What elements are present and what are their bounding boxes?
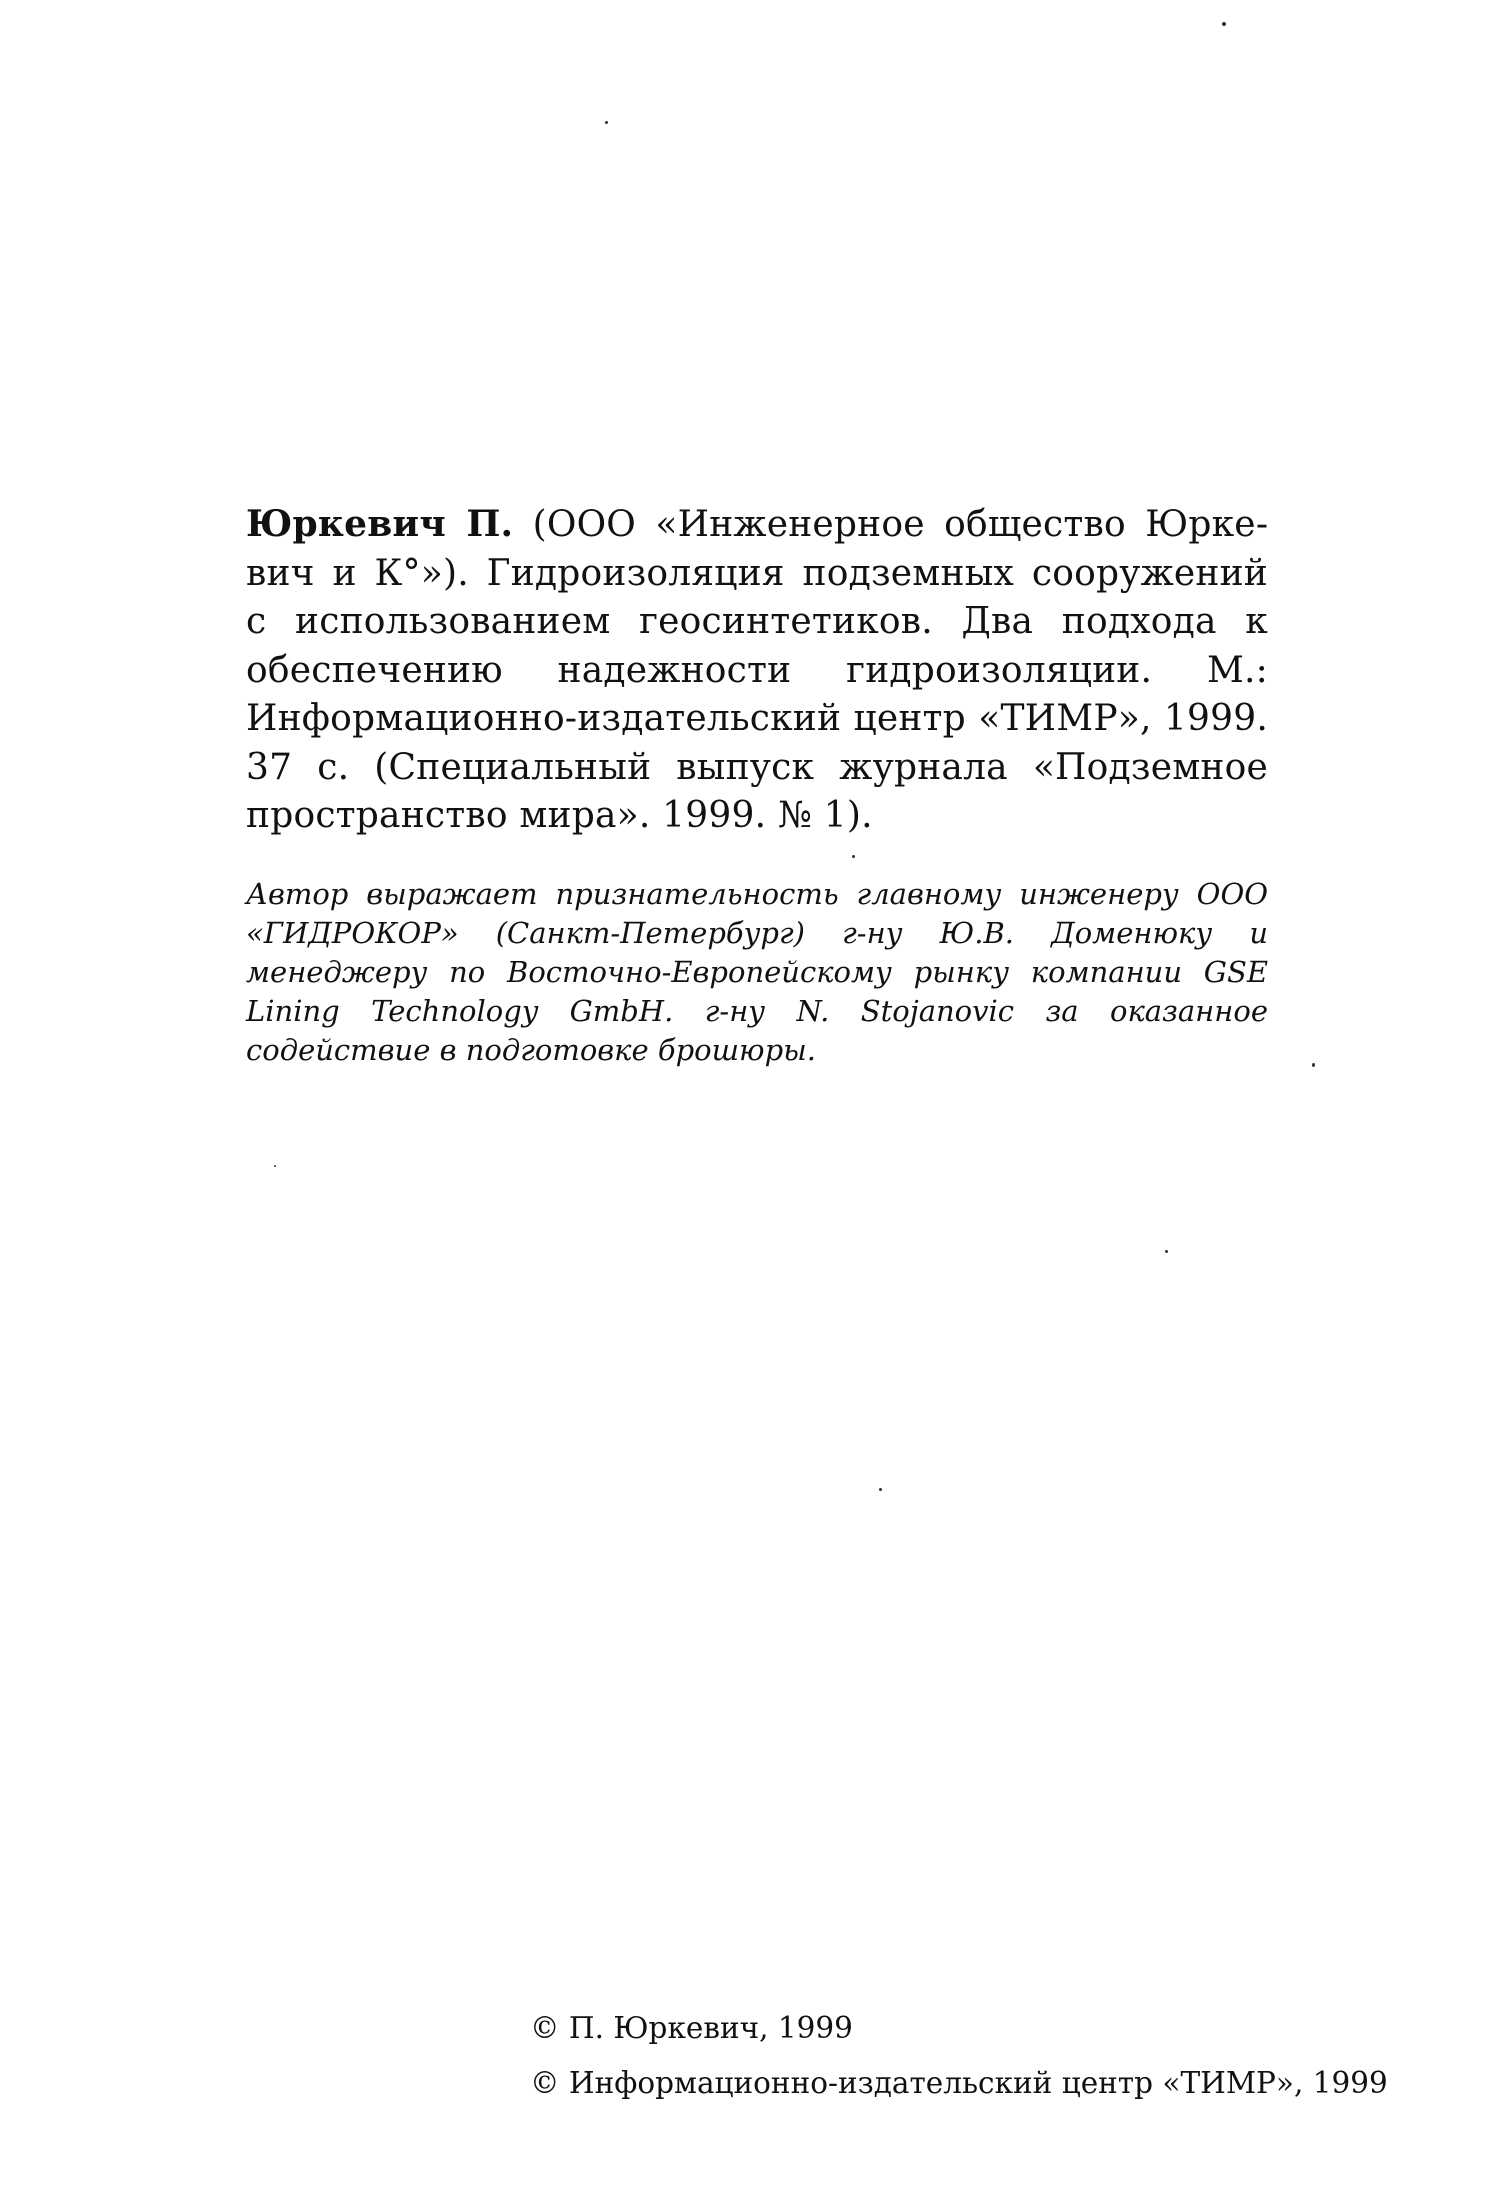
scan-speck — [1312, 1063, 1315, 1067]
bibliographic-entry — [246, 500, 1268, 841]
scan-speck — [605, 121, 608, 124]
author-name: Юркевич П. — [246, 503, 514, 545]
acknowledgement: Автор выражает признательность главному инженеру ООО «ГИДРОКОР» (Санкт-Петербург) г-ну Ю.В. Доменюку и менеджеру по Восточно-Европейскому рынку компании GSE Lining Technology GmbH. г-ну N. Stojanovic за оказанное содействие в подготовке брошюры. — [246, 877, 1268, 1067]
copyright-author: © П. Юркевич, 1999 — [530, 2011, 853, 2045]
scan-speck — [1222, 22, 1226, 26]
scan-speck — [274, 1165, 276, 1167]
scan-speck — [1165, 1250, 1168, 1253]
bibliographic-description: (ООО «Инженерное общество Юркевич и К°»). Гидроизоляция подземных сооружений с использованием геосинтетиков. Два подхода к обеспечению надежности гидроизоляции. М.: Информационно-издательский центр «ТИМР», 1999. 37 с. (Специальный выпуск журнала «Подземное пространство мира». 1999. № 1). — [246, 504, 1268, 836]
scan-speck — [879, 1488, 882, 1491]
copyright-publisher: © Информационно-издательский центр «ТИМР», 1999 — [530, 2066, 1388, 2100]
scan-speck — [852, 855, 855, 858]
